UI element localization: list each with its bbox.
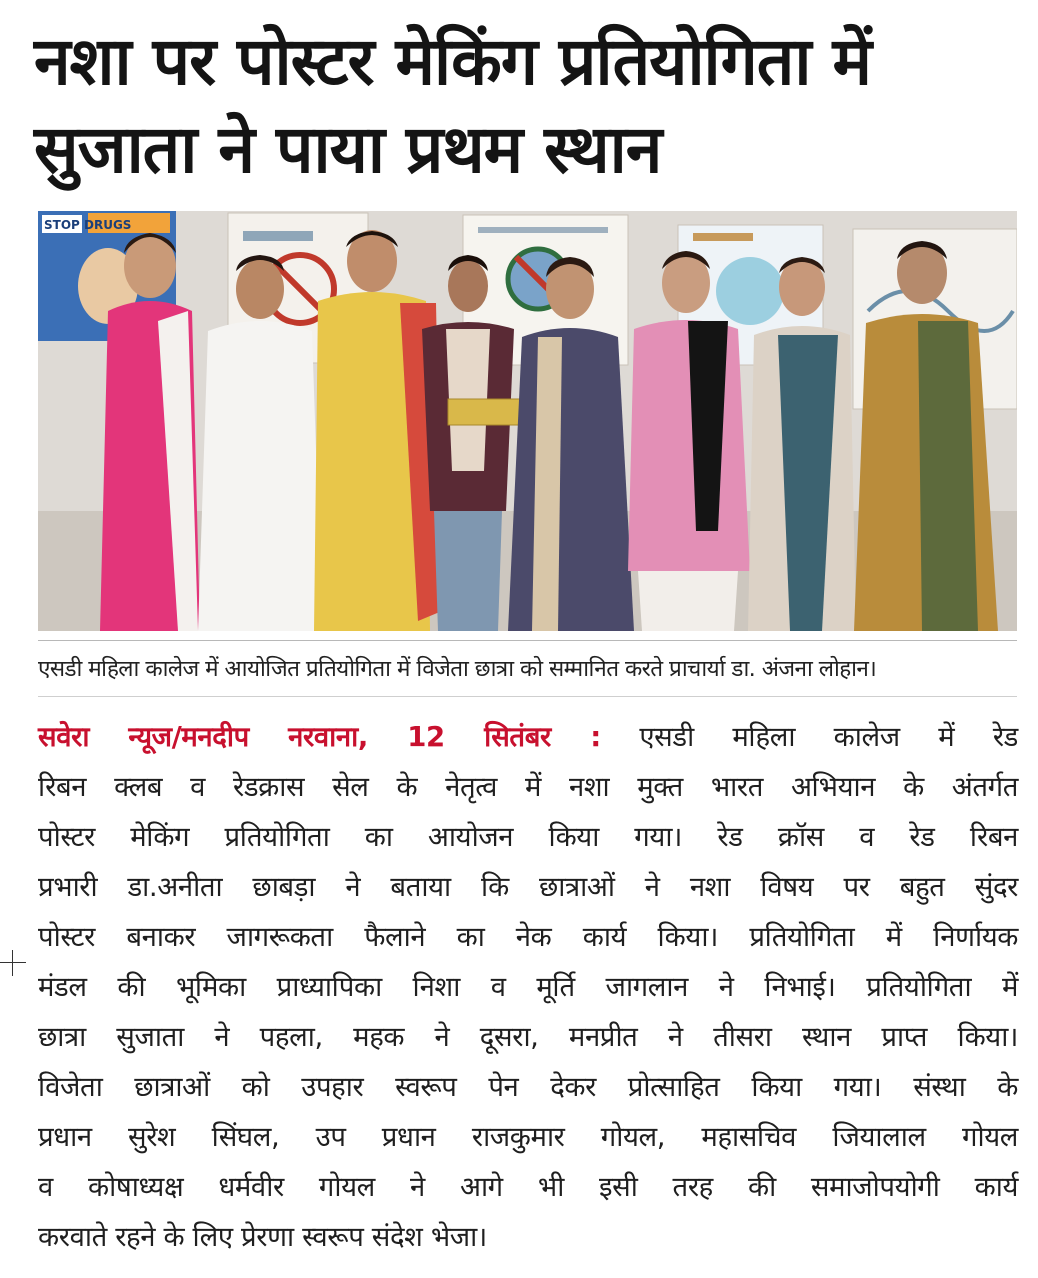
article-line: मंडल की भूमिका प्राध्यापिका निशा व मूर्ति जागलान ने निभाई। प्रतियोगिता में	[38, 971, 1018, 1003]
article-line	[38, 712, 1018, 762]
article-line: पोस्टर मेकिंग प्रतियोगिता का आयोजन किया गया। रेड क्रॉस व रेड रिबन	[38, 821, 1018, 853]
caption-divider	[38, 640, 1017, 641]
group-photo-illustration	[38, 211, 1017, 631]
article-line: छात्रा सुजाता ने पहला, महक ने दूसरा, मनप्रीत ने तीसरा स्थान प्राप्त किया।	[38, 1021, 1018, 1053]
crop-mark	[0, 950, 26, 976]
article-line: करवाते रहने के लिए प्रेरणा स्वरूप संदेश भेजा।	[38, 1221, 487, 1253]
photo-caption: एसडी महिला कालेज में आयोजित प्रतियोगिता में विजेता छात्रा को सम्मानित करते प्राचार्या डा. अंजना लोहान।	[38, 656, 877, 682]
article-body	[38, 712, 1018, 1262]
article-line: व कोषाध्यक्ष धर्मवीर गोयल ने आगे भी इसी तरह की समाजोपयोगी कार्य	[38, 1171, 1018, 1203]
caption-divider-bottom	[38, 696, 1017, 697]
headline-line-2: सुजाता ने पाया प्रथम स्थान	[34, 111, 662, 188]
article-line: प्रभारी डा.अनीता छाबड़ा ने बताया कि छात्राओं ने नशा विषय पर बहुत सुंदर	[38, 871, 1018, 903]
dateline: सवेरा न्यूज/मनदीप नरवाना, 12 सितंबर :	[38, 721, 601, 753]
headline-line-1: नशा पर पोस्टर मेकिंग प्रतियोगिता में	[34, 23, 871, 100]
article-line: रिबन क्लब व रेडक्रास सेल के नेतृत्व में नशा मुक्त भारत अभियान के अंतर्गत	[38, 771, 1018, 803]
news-photo	[38, 211, 1017, 631]
article-line: पोस्टर बनाकर जागरूकता फैलाने का नेक कार्य किया। प्रतियोगिता में निर्णायक	[38, 921, 1018, 953]
article-line: प्रधान सुरेश सिंघल, उप प्रधान राजकुमार गोयल, महासचिव जियालाल गोयल	[38, 1121, 1018, 1153]
article-line: विजेता छात्राओं को उपहार स्वरूप पेन देकर प्रोत्साहित किया गया। संस्था के	[38, 1071, 1018, 1103]
poster-stop-drugs-text: STOP DRUGS	[44, 218, 132, 232]
article-lead: एसडी महिला कालेज में रेड	[600, 721, 1018, 753]
headline	[34, 18, 1014, 194]
